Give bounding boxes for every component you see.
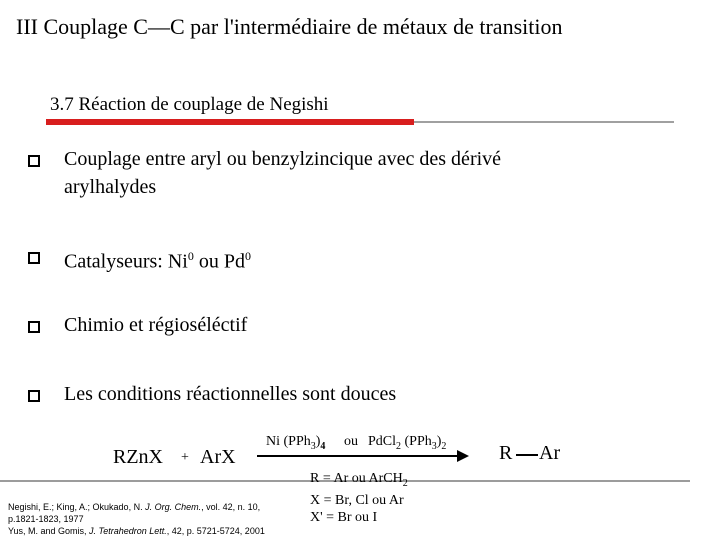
product-r: R xyxy=(499,442,513,464)
subtitle-red-rule xyxy=(46,119,414,125)
product-ar: Ar xyxy=(539,442,561,464)
reaction-arrow xyxy=(257,455,459,457)
arrow-head-icon xyxy=(457,450,469,462)
square-bullet-icon xyxy=(28,321,40,333)
bullet-text-line1: Couplage entre aryl ou benzylzincique avec des dérivé xyxy=(64,148,502,170)
subtitle-gray-rule xyxy=(414,121,674,123)
page-title: III Couplage C—C par l'intermédiaire de métaux de transition xyxy=(16,14,563,39)
bullet-text: Les conditions réactionnelles sont douces xyxy=(64,383,397,405)
definition-x: X = Br, Cl ou Ar xyxy=(310,492,404,508)
reference-negishi-pages: p.1821-1823, 1977 xyxy=(8,514,84,524)
catalyst-nickel: Ni $(PPh_3)_4$ xyxy=(266,434,326,452)
catalyst-or: ou xyxy=(344,434,358,449)
plus-sign: + xyxy=(181,450,189,465)
product-bond xyxy=(516,454,538,456)
definition-r: R = Ar ou ArCH$_2$ xyxy=(310,471,408,489)
reactant-zinc: RZnX xyxy=(113,446,163,468)
references xyxy=(8,501,308,537)
reference-negishi: Negishi, E.; King, A.; Okukado, N. J. Org. Chem., vol. 42, n. 10, xyxy=(8,502,261,512)
square-bullet-icon xyxy=(28,252,40,264)
substituent-definitions xyxy=(310,470,408,526)
bullet-item-conditions xyxy=(0,380,700,440)
reactant-arylhalide: ArX xyxy=(200,446,236,468)
square-bullet-icon xyxy=(28,155,40,167)
bullet-item-selectivity xyxy=(0,311,700,371)
bullet-text-line2: arylhalydes xyxy=(64,176,157,198)
bullet-text: Chimio et régioséléctif xyxy=(64,314,248,336)
bullet-text xyxy=(64,145,624,201)
square-bullet-icon xyxy=(28,390,40,402)
section-subtitle: 3.7 Réaction de couplage de Negishi xyxy=(50,94,329,115)
reference-yus: Yus, M. and Gomis, J. Tetrahedron Lett., 42, p. 5721-5724, 2001 xyxy=(8,526,265,536)
bullet-item-coupling xyxy=(0,145,700,205)
definition-xprime: X' = Br ou I xyxy=(310,509,378,525)
bullet-item-catalysts xyxy=(0,242,700,302)
bullet-text: Catalyseurs: Ni$^0$ ou Pd$^0$ xyxy=(64,249,251,273)
catalyst-palladium: PdCl$_2$ $(PPh_3)_2$ xyxy=(368,434,447,452)
